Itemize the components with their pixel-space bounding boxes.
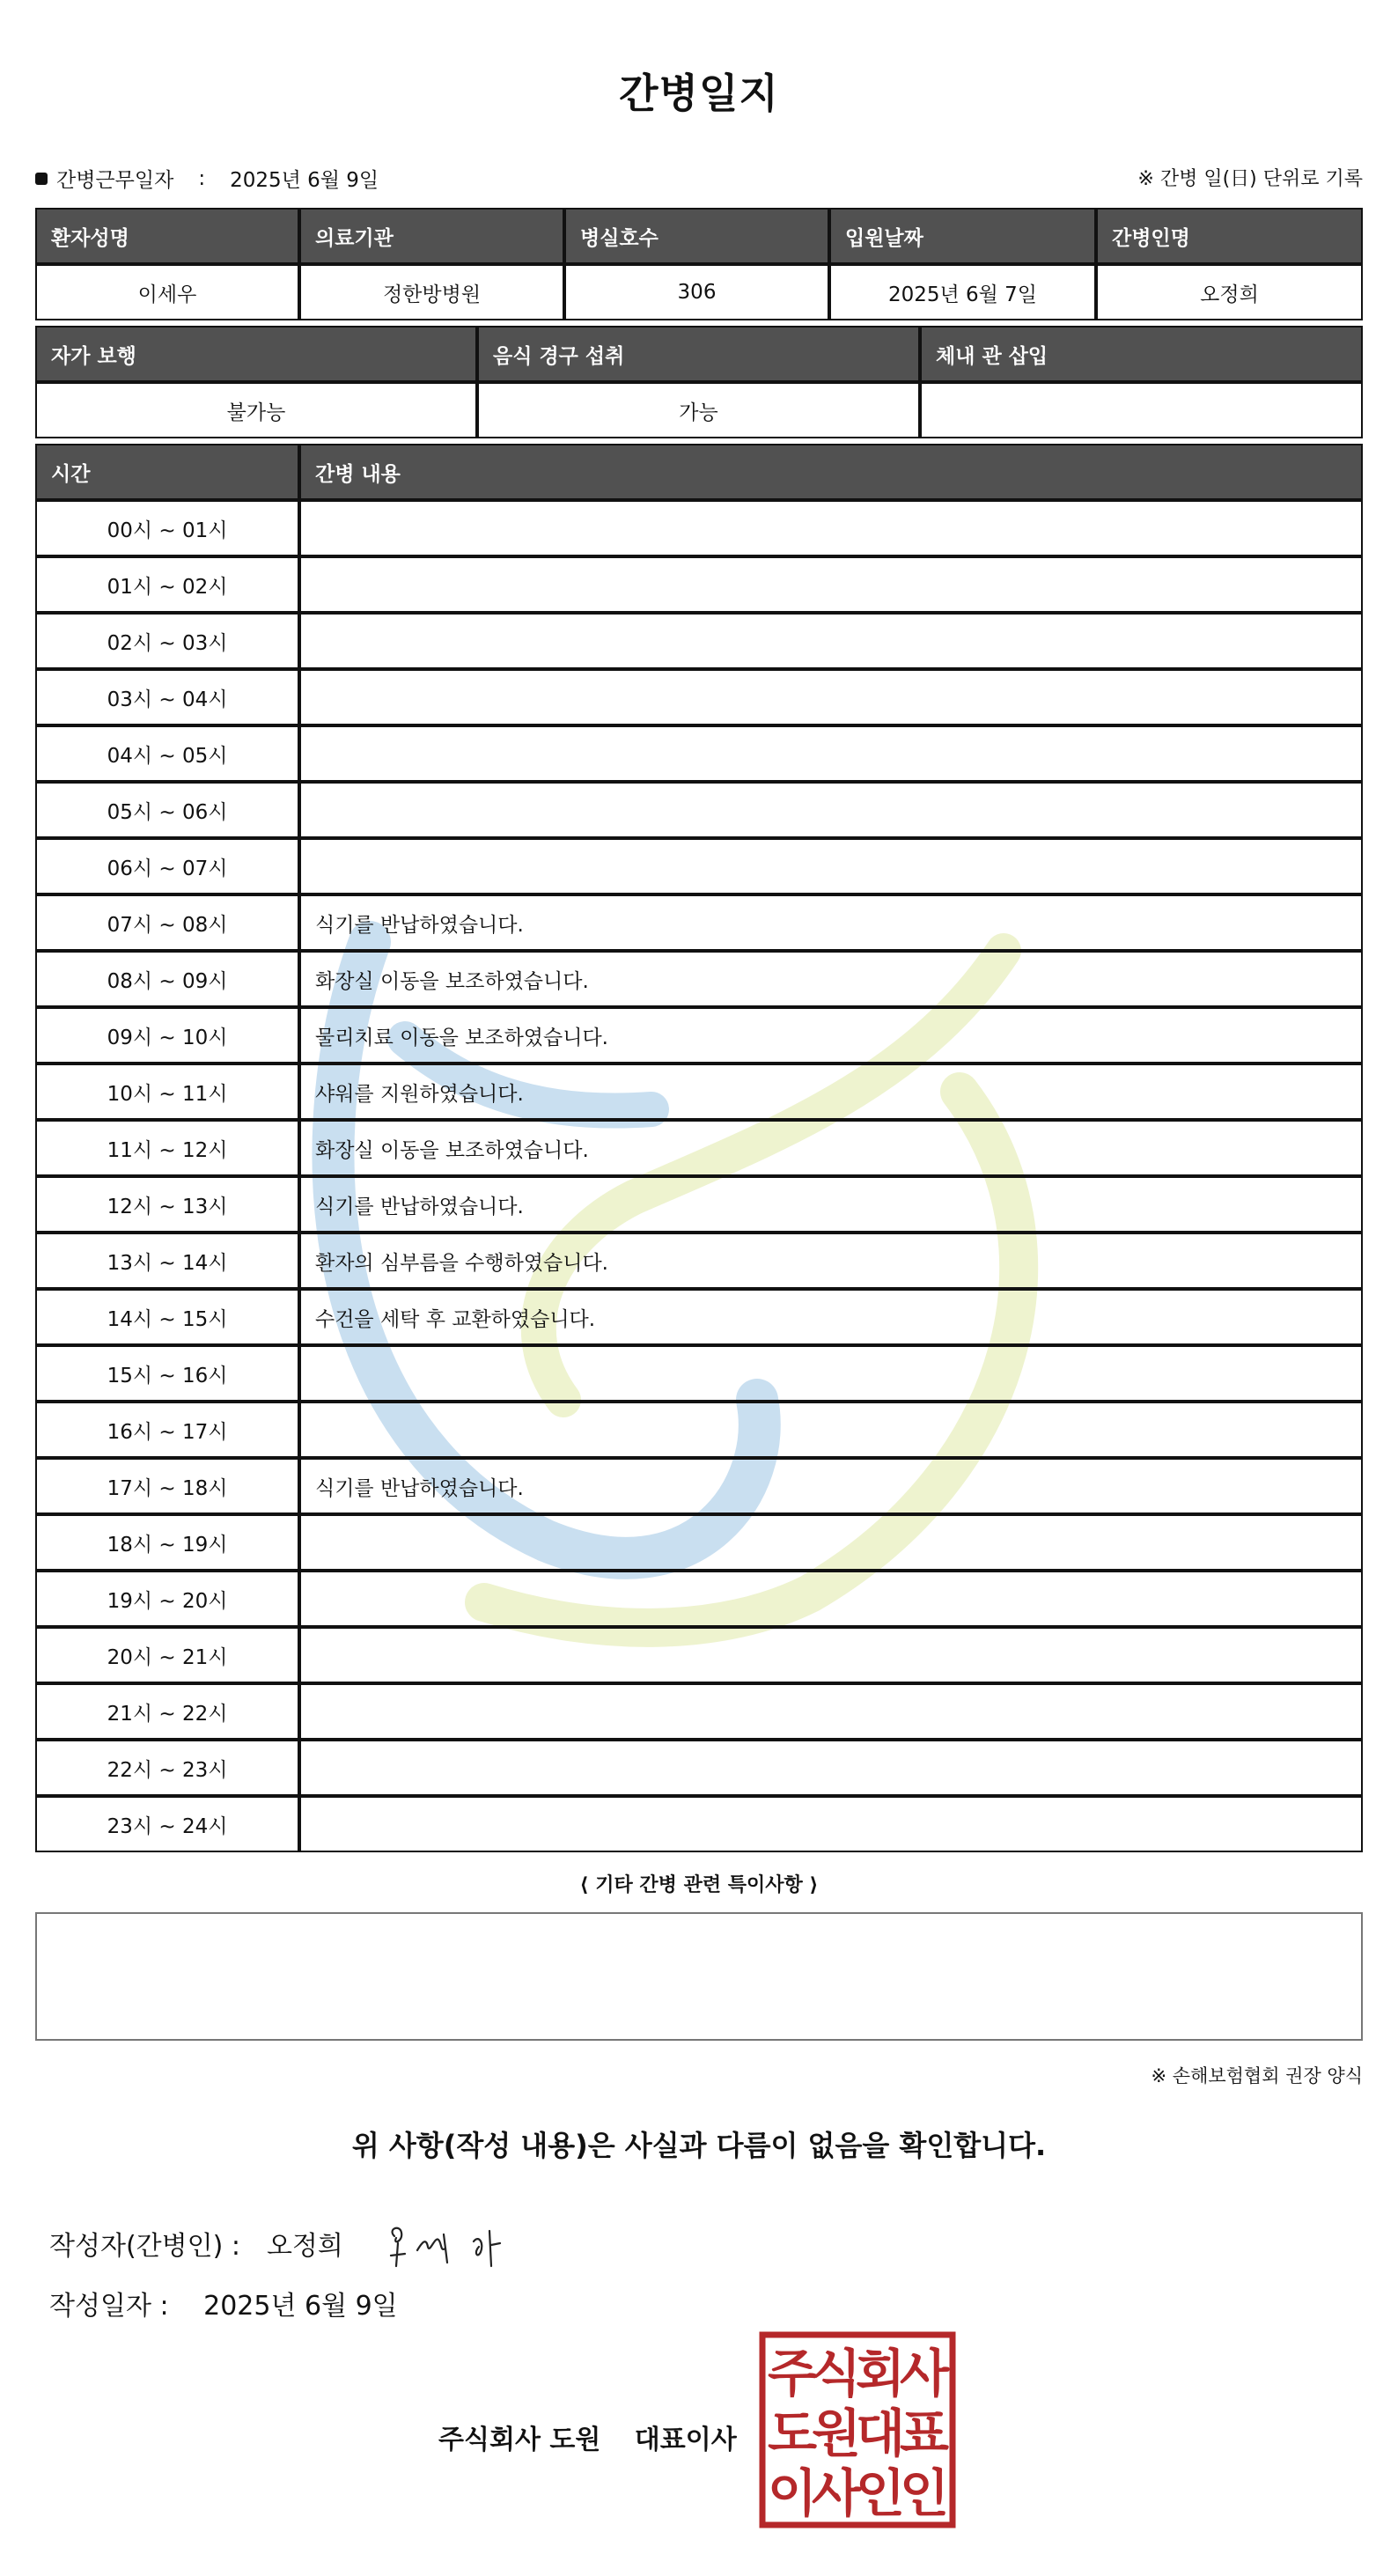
table-row: [35, 1740, 1363, 1796]
svg-text:원: 원: [811, 2403, 862, 2463]
table-row: [35, 1007, 1363, 1064]
source-note: ※ 손해보험협회 권장 양식: [1151, 2065, 1363, 2087]
time-cell: 15시 ~ 16시: [35, 1345, 299, 1402]
header-room-number: 병실호수: [564, 208, 829, 264]
note-cell: [299, 1571, 1363, 1627]
table-row: [35, 782, 1363, 838]
table-row: [35, 1796, 1363, 1852]
company-line: [438, 2418, 737, 2456]
document-title: 간병일지: [619, 70, 779, 117]
note-cell: [299, 556, 1363, 613]
note-cell: [299, 669, 1363, 725]
note-cell: [299, 1683, 1363, 1740]
time-cell: 00시 ~ 01시: [35, 500, 299, 556]
time-cell: 03시 ~ 04시: [35, 669, 299, 725]
write-date-line: [49, 2284, 398, 2322]
company-seal-icon: [759, 2331, 956, 2528]
self-walking-value: 불가능: [35, 382, 477, 438]
table-row: [35, 951, 1363, 1007]
writer-label: 작성자(간병인) :: [49, 2231, 240, 2262]
square-bullet-icon: [35, 173, 48, 185]
table-row: [35, 1233, 1363, 1289]
patient-info-table: [35, 208, 1363, 320]
header-self-walking: 자가 보행: [35, 326, 477, 382]
table-row: [35, 1458, 1363, 1514]
note-cell: 식기를 반납하였습니다.: [299, 1176, 1363, 1233]
table-row: [35, 1120, 1363, 1176]
note-cell: [299, 782, 1363, 838]
time-cell: 17시 ~ 18시: [35, 1458, 299, 1514]
svg-text:사: 사: [899, 2344, 950, 2403]
note-cell: 화장실 이동을 보조하였습니다.: [299, 1120, 1363, 1176]
note-cell: [299, 613, 1363, 669]
svg-text:대: 대: [855, 2403, 906, 2463]
svg-text:주: 주: [767, 2344, 818, 2403]
svg-text:사: 사: [811, 2463, 862, 2523]
note-cell: [299, 1796, 1363, 1852]
table-row: [35, 1289, 1363, 1345]
tube-insertion-value: [920, 382, 1363, 438]
table-row: [35, 500, 1363, 556]
table-row: [35, 1683, 1363, 1740]
note-cell: 물리치료 이동을 보조하였습니다.: [299, 1007, 1363, 1064]
table-row: [35, 556, 1363, 613]
time-cell: 16시 ~ 17시: [35, 1402, 299, 1458]
header-admission-date: 입원날짜: [829, 208, 1096, 264]
table-row: [35, 1345, 1363, 1402]
time-cell: 22시 ~ 23시: [35, 1740, 299, 1796]
time-cell: 08시 ~ 09시: [35, 951, 299, 1007]
note-cell: [299, 725, 1363, 782]
confirmation-statement: 위 사항(작성 내용)은 사실과 다름이 없음을 확인합니다.: [351, 2129, 1047, 2162]
header-institution: 의료기관: [299, 208, 564, 264]
work-date-colon: :: [198, 166, 206, 190]
patient-name-value: 이세우: [35, 264, 299, 320]
table-row: [35, 1571, 1363, 1627]
time-cell: 10시 ~ 11시: [35, 1064, 299, 1120]
remarks-box: [35, 1912, 1363, 2041]
header-tube-insertion: 체내 관 삽입: [920, 326, 1363, 382]
header-oral-intake: 음식 경구 섭취: [477, 326, 920, 382]
svg-text:이: 이: [767, 2463, 818, 2523]
time-cell: 19시 ~ 20시: [35, 1571, 299, 1627]
care-log-rows: [35, 500, 1363, 1852]
note-cell: 환자의 심부름을 수행하였습니다.: [299, 1233, 1363, 1289]
time-cell: 09시 ~ 10시: [35, 1007, 299, 1064]
time-cell: 01시 ~ 02시: [35, 556, 299, 613]
unit-note: ※ 간병 일(日) 단위로 기록: [1137, 168, 1363, 190]
note-cell: [299, 500, 1363, 556]
time-cell: 11시 ~ 12시: [35, 1120, 299, 1176]
time-cell: 05시 ~ 06시: [35, 782, 299, 838]
note-cell: 화장실 이동을 보조하였습니다.: [299, 951, 1363, 1007]
oral-intake-value: 가능: [477, 382, 920, 438]
table-row: [35, 613, 1363, 669]
care-log-header: [35, 444, 1363, 500]
time-cell: 23시 ~ 24시: [35, 1796, 299, 1852]
svg-text:인: 인: [855, 2463, 906, 2523]
patient-status-table: [35, 326, 1363, 438]
write-date-value: 2025년 6월 9일: [203, 2291, 398, 2322]
svg-text:표: 표: [899, 2403, 950, 2463]
svg-text:도: 도: [767, 2403, 818, 2463]
table-row: [35, 1402, 1363, 1458]
writer-line: [49, 2217, 514, 2270]
writer-name: 오정희: [266, 2231, 343, 2262]
work-date-label: 간병근무일자: [56, 169, 174, 192]
work-date-value: 2025년 6월 9일: [230, 169, 379, 192]
ceo-title: 대표이사: [634, 2425, 737, 2455]
table-row: [35, 838, 1363, 894]
svg-text:회: 회: [855, 2344, 906, 2403]
time-cell: 18시 ~ 19시: [35, 1514, 299, 1571]
company-name: 주식회사 도원: [438, 2425, 601, 2455]
note-cell: [299, 1627, 1363, 1683]
note-cell: [299, 1345, 1363, 1402]
work-date-line: [35, 164, 379, 193]
note-cell: 샤워를 지원하였습니다.: [299, 1064, 1363, 1120]
header-care-content: 간병 내용: [299, 444, 1363, 500]
note-cell: [299, 1740, 1363, 1796]
room-number-value: 306: [564, 264, 829, 320]
svg-text:식: 식: [811, 2344, 862, 2403]
time-cell: 02시 ~ 03시: [35, 613, 299, 669]
table-row: [35, 894, 1363, 951]
write-date-label: 작성일자 :: [49, 2291, 169, 2322]
time-cell: 04시 ~ 05시: [35, 725, 299, 782]
time-cell: 06시 ~ 07시: [35, 838, 299, 894]
time-cell: 13시 ~ 14시: [35, 1233, 299, 1289]
remarks-title: ⟨ 기타 간병 관련 특이사항 ⟩: [579, 1874, 819, 1896]
signature-icon: [382, 2217, 514, 2270]
note-cell: 식기를 반납하였습니다.: [299, 894, 1363, 951]
table-row: [35, 725, 1363, 782]
note-cell: 식기를 반납하였습니다.: [299, 1458, 1363, 1514]
admission-date-value: 2025년 6월 7일: [829, 264, 1096, 320]
table-row: [35, 1176, 1363, 1233]
note-cell: [299, 838, 1363, 894]
note-cell: [299, 1514, 1363, 1571]
table-row: [35, 669, 1363, 725]
table-row: [35, 1627, 1363, 1683]
time-cell: 07시 ~ 08시: [35, 894, 299, 951]
caregiver-name-value: 오정희: [1096, 264, 1363, 320]
header-time: 시간: [35, 444, 299, 500]
table-row: [35, 1514, 1363, 1571]
time-cell: 14시 ~ 15시: [35, 1289, 299, 1345]
time-cell: 21시 ~ 22시: [35, 1683, 299, 1740]
note-cell: 수건을 세탁 후 교환하였습니다.: [299, 1289, 1363, 1345]
table-row: [35, 1064, 1363, 1120]
time-cell: 12시 ~ 13시: [35, 1176, 299, 1233]
header-patient-name: 환자성명: [35, 208, 299, 264]
header-caregiver-name: 간병인명: [1096, 208, 1363, 264]
note-cell: [299, 1402, 1363, 1458]
institution-value: 정한방병원: [299, 264, 564, 320]
svg-text:인: 인: [899, 2463, 950, 2523]
time-cell: 20시 ~ 21시: [35, 1627, 299, 1683]
